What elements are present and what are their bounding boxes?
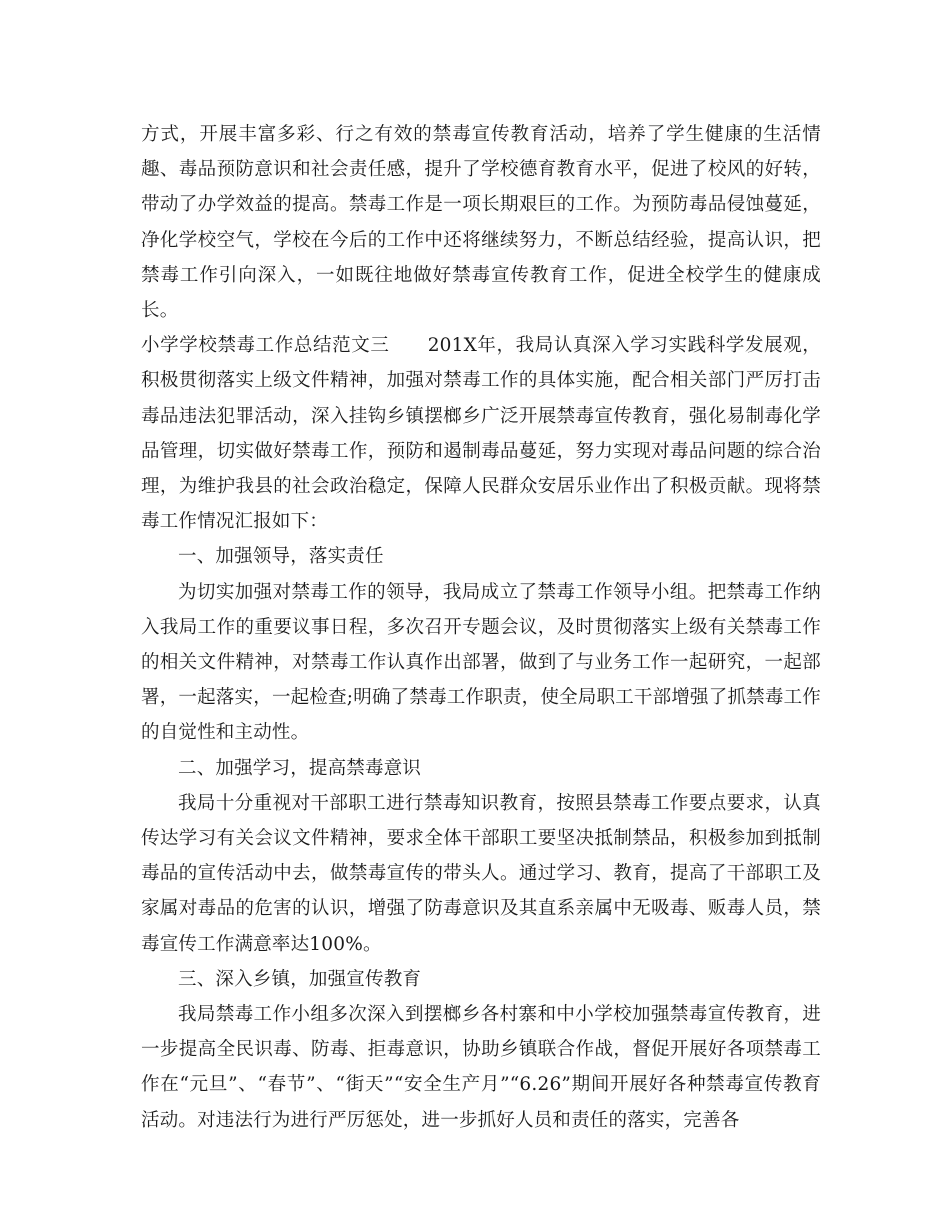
section-intro-text: 201X年，我局认真深入学习实践科学发展观，积极贯彻落实上级文件精神，加强对禁毒工作的具体实施，配合相关部门严厉打击毒品违法犯罪活动，深入挂钩乡镇摆榔乡广泛开展禁毒宣传教育，强化易制毒化学品管理，切实做好禁毒工作，预防和遏制毒品蔓延，努力实现对毒品问题的综合治理，为维护我县的社会政治稳定，保障人民群众安居乐业作出了积极贡献。现将禁毒工作情况汇报如下： <box>141 335 822 533</box>
heading-1: 一、加强领导，落实责任 <box>178 546 384 568</box>
heading-2: 二、加强学习，提高禁毒意识 <box>178 757 422 779</box>
paragraph-body-3: 我局禁毒工作小组多次深入到摆榔乡各村寨和中小学校加强禁毒宣传教育，进一步提高全民识毒、防毒、拒毒意识，协助乡镇联合作战，督促开展好各项禁毒工作在“元旦”、“春节”、“街天”“安全生产月”“6.26”期间开展好各种禁毒宣传教育活动。对违法行为进行严厉惩处，进一步抓好人员和责任的落实，完善各 <box>141 1004 821 1131</box>
section-title: 小学学校禁毒工作总结范文三 <box>141 335 390 357</box>
paragraph-body-2: 我局十分重视对干部职工进行禁毒知识教育，按照县禁毒工作要点要求，认真传达学习有关会议文件精神，要求全体干部职工要坚决抵制禁品，积极参加到抵制毒品的宣传活动中去，做禁毒宣传的带头人。通过学习、教育，提高了干部职工及家属对毒品的危害的认识，增强了防毒意识及其直系亲属中无吸毒、贩毒人员，禁毒宣传工作满意率达100%。 <box>141 792 821 955</box>
paragraph-continuation: 方式，开展丰富多彩、行之有效的禁毒宣传教育活动，培养了学生健康的生活情趣、毒品预防意识和社会责任感，提升了学校德育教育水平，促进了校风的好转，带动了办学效益的提高。禁毒工作是一项长期艰巨的工作。为预防毒品侵蚀蔓延，净化学校空气，学校在今后的工作中还将继续努力，不断总结经验，提高认识，把禁毒工作引向深入，一如既往地做好禁毒宣传教育工作，促进全校学生的健康成长。 <box>141 124 821 322</box>
paragraph-section-intro <box>141 328 821 539</box>
document-body <box>141 117 821 1138</box>
heading-3: 三、深入乡镇，加强宣传教育 <box>178 968 422 990</box>
paragraph-body-1: 为切实加强对禁毒工作的领导，我局成立了禁毒工作领导小组。把禁毒工作纳入我局工作的重要议事日程，多次召开专题会议，及时贯彻落实上级有关禁毒工作的相关文件精神，对禁毒工作认真作出部署，做到了与业务工作一起研究，一起部署，一起落实，一起检查;明确了禁毒工作职责，使全局职工干部增强了抓禁毒工作的自觉性和主动性。 <box>141 581 821 744</box>
